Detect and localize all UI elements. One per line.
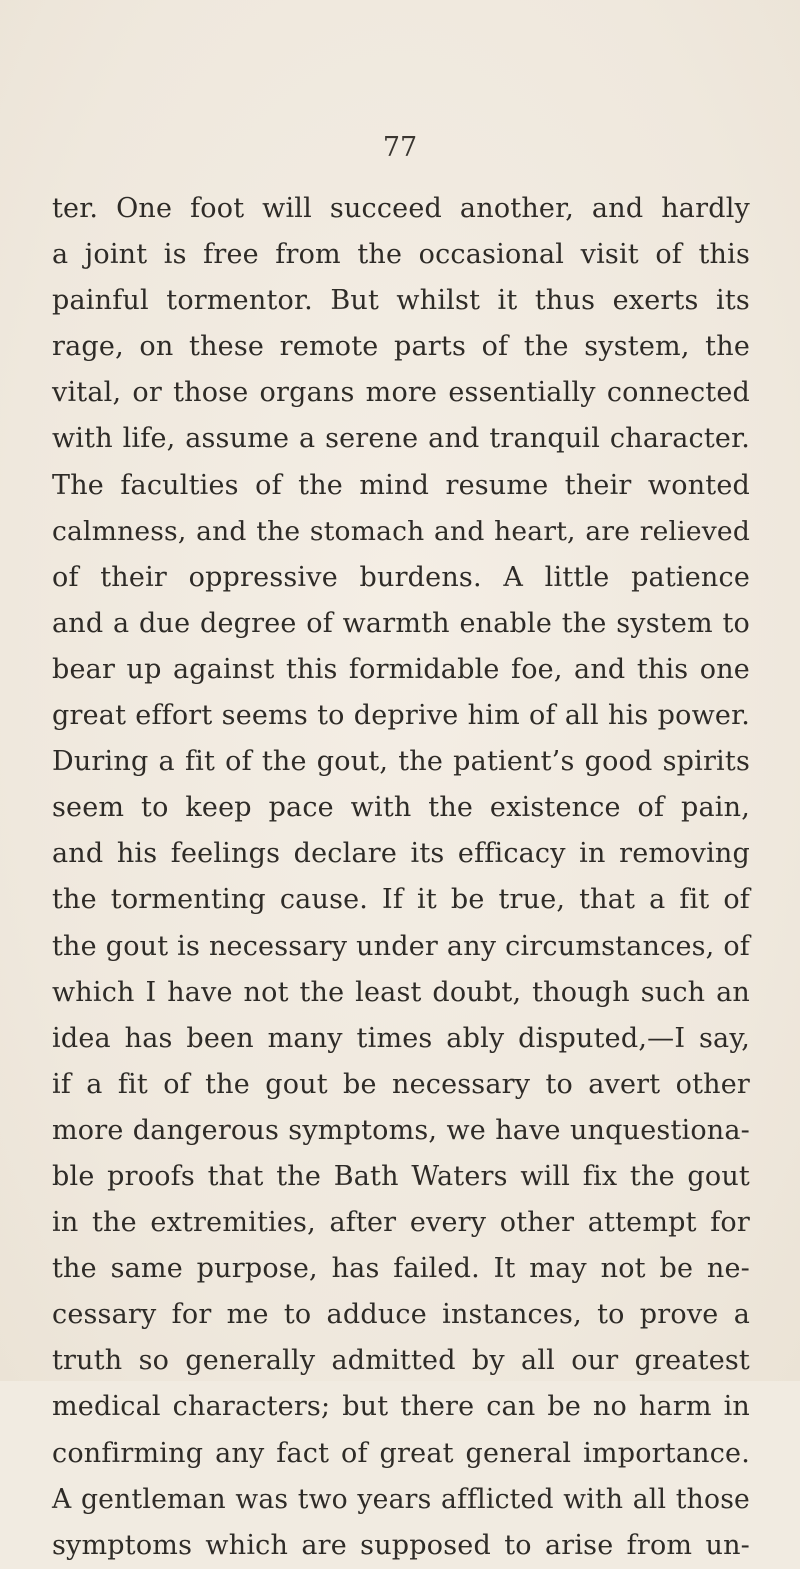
text-line: truth so generally admitted by all our greatest — [52, 1345, 750, 1377]
text-line: During a fit of the gout, the patient’s good spirits — [52, 746, 750, 778]
text-line: The faculties of the mind resume their wonted — [52, 469, 750, 501]
text-line: if a fit of the gout be necessary to avert other — [52, 1068, 750, 1100]
text-line: idea has been many times ably disputed,—I say, — [52, 1022, 750, 1054]
text-line: in the extremities, after every other attempt for — [52, 1207, 750, 1239]
text-line: and his feelings declare its efficacy in removing — [52, 838, 750, 870]
text-line: ter. One foot will succeed another, and hardly — [52, 193, 750, 224]
text-line: painful tormentor. But whilst it thus exerts its — [52, 285, 750, 317]
text-line: and a due degree of warmth enable the system to — [52, 607, 750, 639]
text-line: medical characters; but there can be no harm in — [52, 1391, 750, 1423]
text-line: with life, assume a serene and tranquil character. — [52, 423, 750, 455]
text-line: the same purpose, has failed. It may not be ne- — [52, 1253, 750, 1285]
text-line: rage, on these remote parts of the system, the — [52, 331, 750, 363]
text-line: cessary for me to adduce instances, to prove a — [52, 1299, 750, 1331]
text-line: the tormenting cause. If it be true, that a fit of — [52, 884, 750, 916]
text-line: seem to keep pace with the existence of pain, — [52, 792, 750, 824]
text-line: ble proofs that the Bath Waters will fix the gout — [52, 1160, 750, 1192]
text-line: confirming any fact of great general importance. — [52, 1437, 750, 1469]
text-line: of their oppressive burdens. A little patience — [52, 561, 750, 593]
text-line: symptoms which are supposed to arise from un- — [52, 1529, 750, 1561]
body-text — [52, 186, 750, 1569]
text-line: vital, or those organs more essentially connected — [52, 377, 750, 409]
text-line: a joint is free from the occasional visit of this — [52, 239, 750, 271]
text-line: more dangerous symptoms, we have unquestiona- — [52, 1114, 750, 1146]
text-line: bear up against this formidable foe, and this one — [52, 653, 750, 685]
text-line: which I have not the least doubt, though such an — [52, 976, 750, 1008]
text-line: A gentleman was two years afflicted with all those — [52, 1483, 750, 1515]
text-line: the gout is necessary under any circumstances, of — [52, 930, 750, 962]
text-line: great effort seems to deprive him of all his power. — [52, 700, 750, 732]
text-line: calmness, and the stomach and heart, are relieved — [52, 515, 750, 547]
page-number: 77 — [382, 132, 418, 163]
